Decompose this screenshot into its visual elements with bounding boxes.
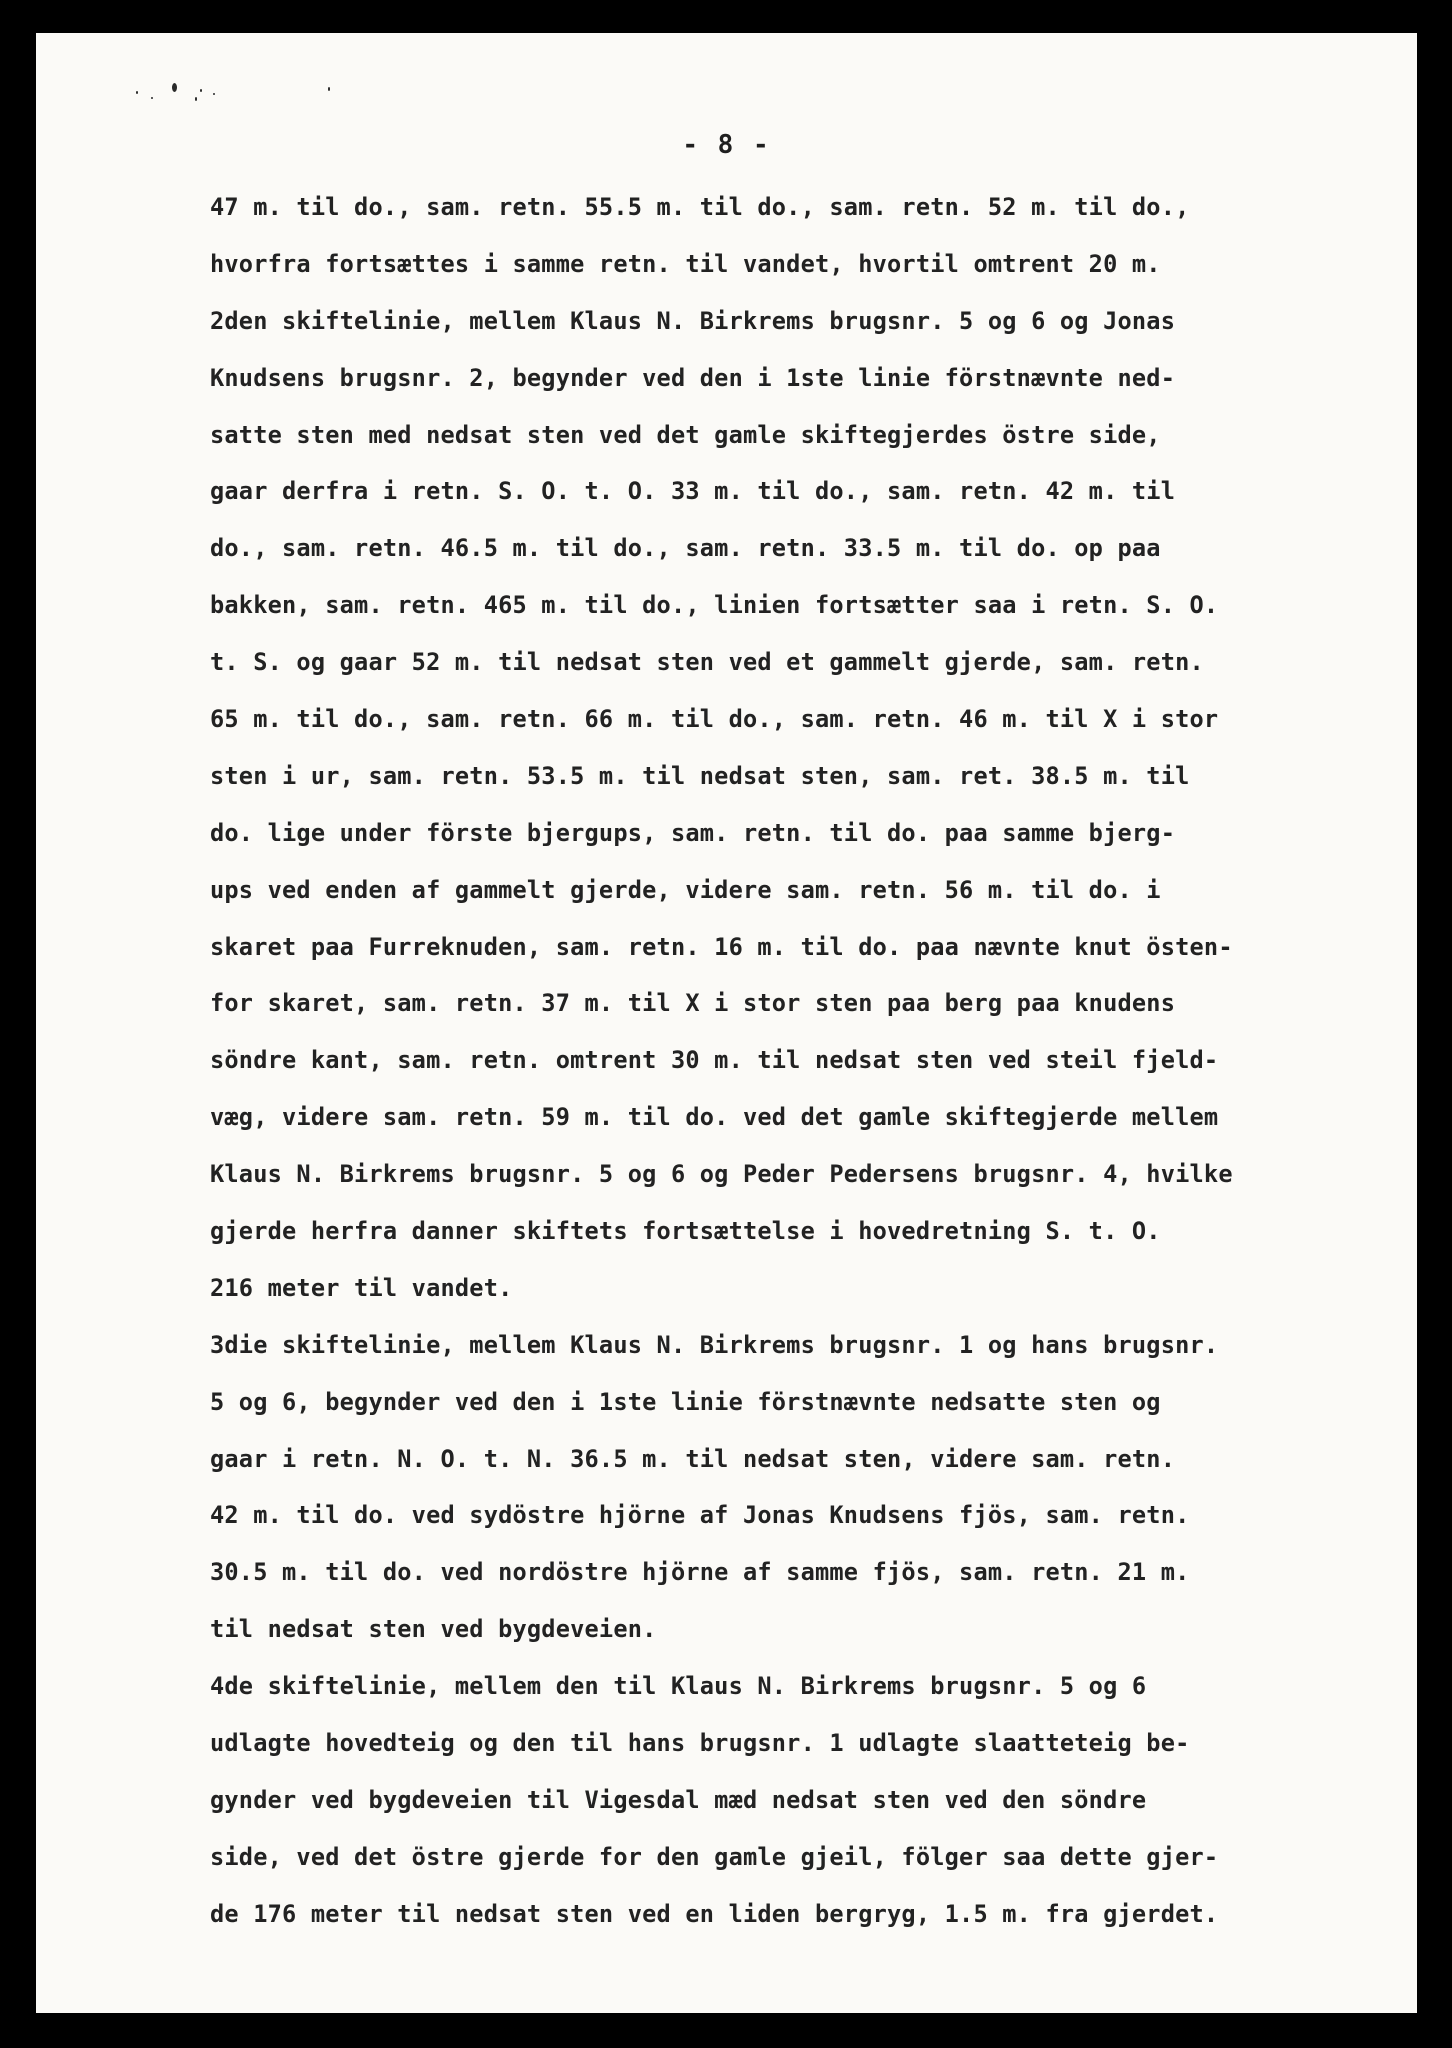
text-line: 42 m. til do. ved sydöstre hjörne af Jonas Knudsens fjös, sam. retn. [210, 1501, 1190, 1530]
ink-specks [136, 83, 356, 123]
ink-speck [200, 89, 202, 92]
text-line: gjerde herfra danner skiftets fortsættelse i hovedretning S. t. O. [210, 1217, 1161, 1246]
text-line: udlagte hovedteig og den til hans brugsnr. 1 udlagte slaatteteig be- [210, 1729, 1190, 1758]
text-line: side, ved det östre gjerde for den gamle gjeil, fölger saa dette gjer- [210, 1842, 1219, 1871]
ink-speck [328, 87, 330, 91]
text-line: de 176 meter til nedsat sten ved en liden bergryg, 1.5 m. fra gjerdet. [210, 1899, 1219, 1928]
ink-speck [172, 83, 177, 92]
ink-speck [151, 97, 153, 99]
text-line: do. lige under förste bjergups, sam. retn. til do. paa samme bjerg- [210, 818, 1176, 847]
text-line: sten i ur, sam. retn. 53.5 m. til nedsat sten, sam. ret. 38.5 m. til [210, 761, 1190, 790]
text-line: for skaret, sam. retn. 37 m. til X i stor sten paa berg paa knudens [210, 989, 1176, 1018]
text-line: t. S. og gaar 52 m. til nedsat sten ved et gammelt gjerde, sam. retn. [210, 648, 1204, 677]
text-line: Klaus N. Birkrems brugsnr. 5 og 6 og Peder Pedersens brugsnr. 4, hvilke [210, 1160, 1233, 1189]
document-body [210, 179, 1450, 1943]
text-line: Knudsens brugsnr. 2, begynder ved den i 1ste linie förstnævnte ned- [210, 363, 1176, 392]
text-line: 30.5 m. til do. ved nordöstre hjörne af samme fjös, sam. retn. 21 m. [210, 1558, 1190, 1587]
text-line: gynder ved bygdeveien til Vigesdal mæd nedsat sten ved den söndre [210, 1785, 1147, 1814]
text-line: söndre kant, sam. retn. omtrent 30 m. til nedsat sten ved steil fjeld- [210, 1046, 1219, 1075]
ink-speck [136, 91, 138, 94]
text-line: ups ved enden af gammelt gjerde, videre sam. retn. 56 m. til do. i [210, 875, 1161, 904]
text-line: 5 og 6, begynder ved den i 1ste linie förstnævnte nedsatte sten og [210, 1387, 1161, 1416]
ink-speck [195, 97, 197, 101]
document-page [36, 33, 1417, 2013]
text-line: 47 m. til do., sam. retn. 55.5 m. til do., sam. retn. 52 m. til do., [210, 193, 1190, 221]
text-line: do., sam. retn. 46.5 m. til do., sam. retn. 33.5 m. til do. op paa [210, 534, 1161, 563]
text-line: 65 m. til do., sam. retn. 66 m. til do., sam. retn. 46 m. til X i stor [210, 705, 1219, 734]
text-line: gaar i retn. N. O. t. N. 36.5 m. til nedsat sten, videre sam. retn. [210, 1444, 1176, 1473]
text-line: bakken, sam. retn. 465 m. til do., linien fortsætter saa i retn. S. O. [210, 591, 1219, 620]
text-line: 2den skiftelinie, mellem Klaus N. Birkrems brugsnr. 5 og 6 og Jonas [210, 306, 1176, 335]
page-number: - 8 - [682, 130, 771, 160]
text-line: 3die skiftelinie, mellem Klaus N. Birkrems brugsnr. 1 og hans brugsnr. [210, 1330, 1219, 1359]
text-line: væg, videre sam. retn. 59 m. til do. ved det gamle skiftegjerde mellem [210, 1103, 1219, 1132]
text-line: til nedsat sten ved bygdeveien. [210, 1615, 657, 1644]
text-line: gaar derfra i retn. S. O. t. O. 33 m. til do., sam. retn. 42 m. til [210, 477, 1176, 506]
text-line: satte sten med nedsat sten ved det gamle skiftegjerdes östre side, [210, 420, 1161, 449]
text-line: 4de skiftelinie, mellem den til Klaus N. Birkrems brugsnr. 5 og 6 [210, 1672, 1147, 1701]
text-line: 216 meter til vandet. [210, 1273, 513, 1302]
text-line: skaret paa Furreknuden, sam. retn. 16 m. til do. paa nævnte knut östen- [210, 932, 1233, 961]
ink-speck [213, 93, 215, 95]
text-line: hvorfra fortsættes i samme retn. til vandet, hvortil omtrent 20 m. [210, 249, 1161, 278]
